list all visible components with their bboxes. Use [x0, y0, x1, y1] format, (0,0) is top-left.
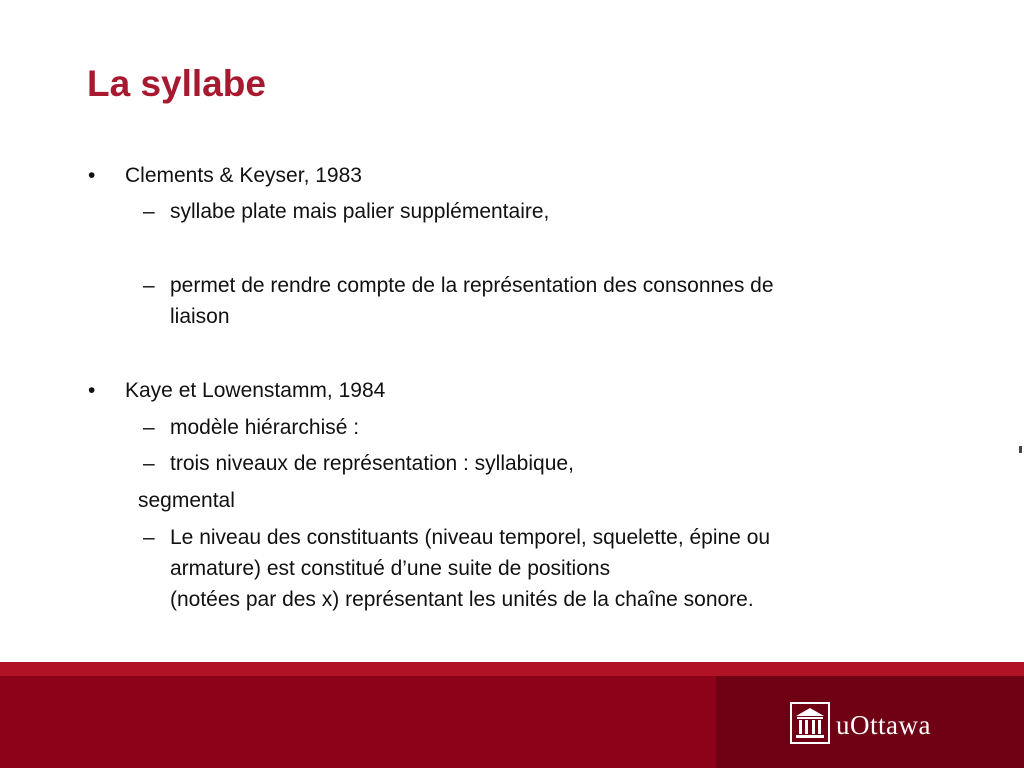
bullet-item-kaye-lowenstamm: Kaye et Lowenstamm, 1984 [125, 379, 386, 402]
uottawa-logo [790, 702, 931, 749]
university-building-icon [790, 702, 830, 749]
bullet-marker: • [88, 379, 96, 402]
dash-marker: – [143, 526, 155, 549]
slide-title: La syllabe [87, 63, 266, 104]
sub-item-modele: modèle hiérarchisé : [170, 416, 360, 439]
logo-text: uOttawa [836, 710, 931, 740]
edge-mark [1019, 446, 1022, 453]
sub-item-syllabe-plate: syllabe plate mais palier supplémentaire, [170, 200, 550, 223]
sub-item-niveau-line1: Le niveau des constituants (niveau temporel, squelette, épine ou [170, 526, 771, 549]
sub-item-permet-line1: permet de rendre compte de la représentation des consonnes de [170, 274, 774, 297]
dash-marker: – [143, 416, 155, 439]
sub-item-niveau-line3: (notées par des x) représentant les unités de la chaîne sonore. [170, 588, 754, 611]
sub-item-trois-niveaux: trois niveaux de représentation : syllabique, [170, 452, 574, 475]
continuation-segmental: segmental [138, 489, 235, 512]
dash-marker: – [143, 452, 155, 475]
sub-item-niveau-line2: armature) est constitué d’une suite de positions [170, 557, 611, 580]
bullet-marker: • [88, 164, 96, 187]
sub-item-permet-line2: liaison [170, 305, 230, 328]
footer-top-band [0, 662, 1024, 676]
dash-marker: – [143, 200, 155, 223]
dash-marker: – [143, 274, 155, 297]
bullet-item-clements-keyser: Clements & Keyser, 1983 [125, 164, 362, 187]
